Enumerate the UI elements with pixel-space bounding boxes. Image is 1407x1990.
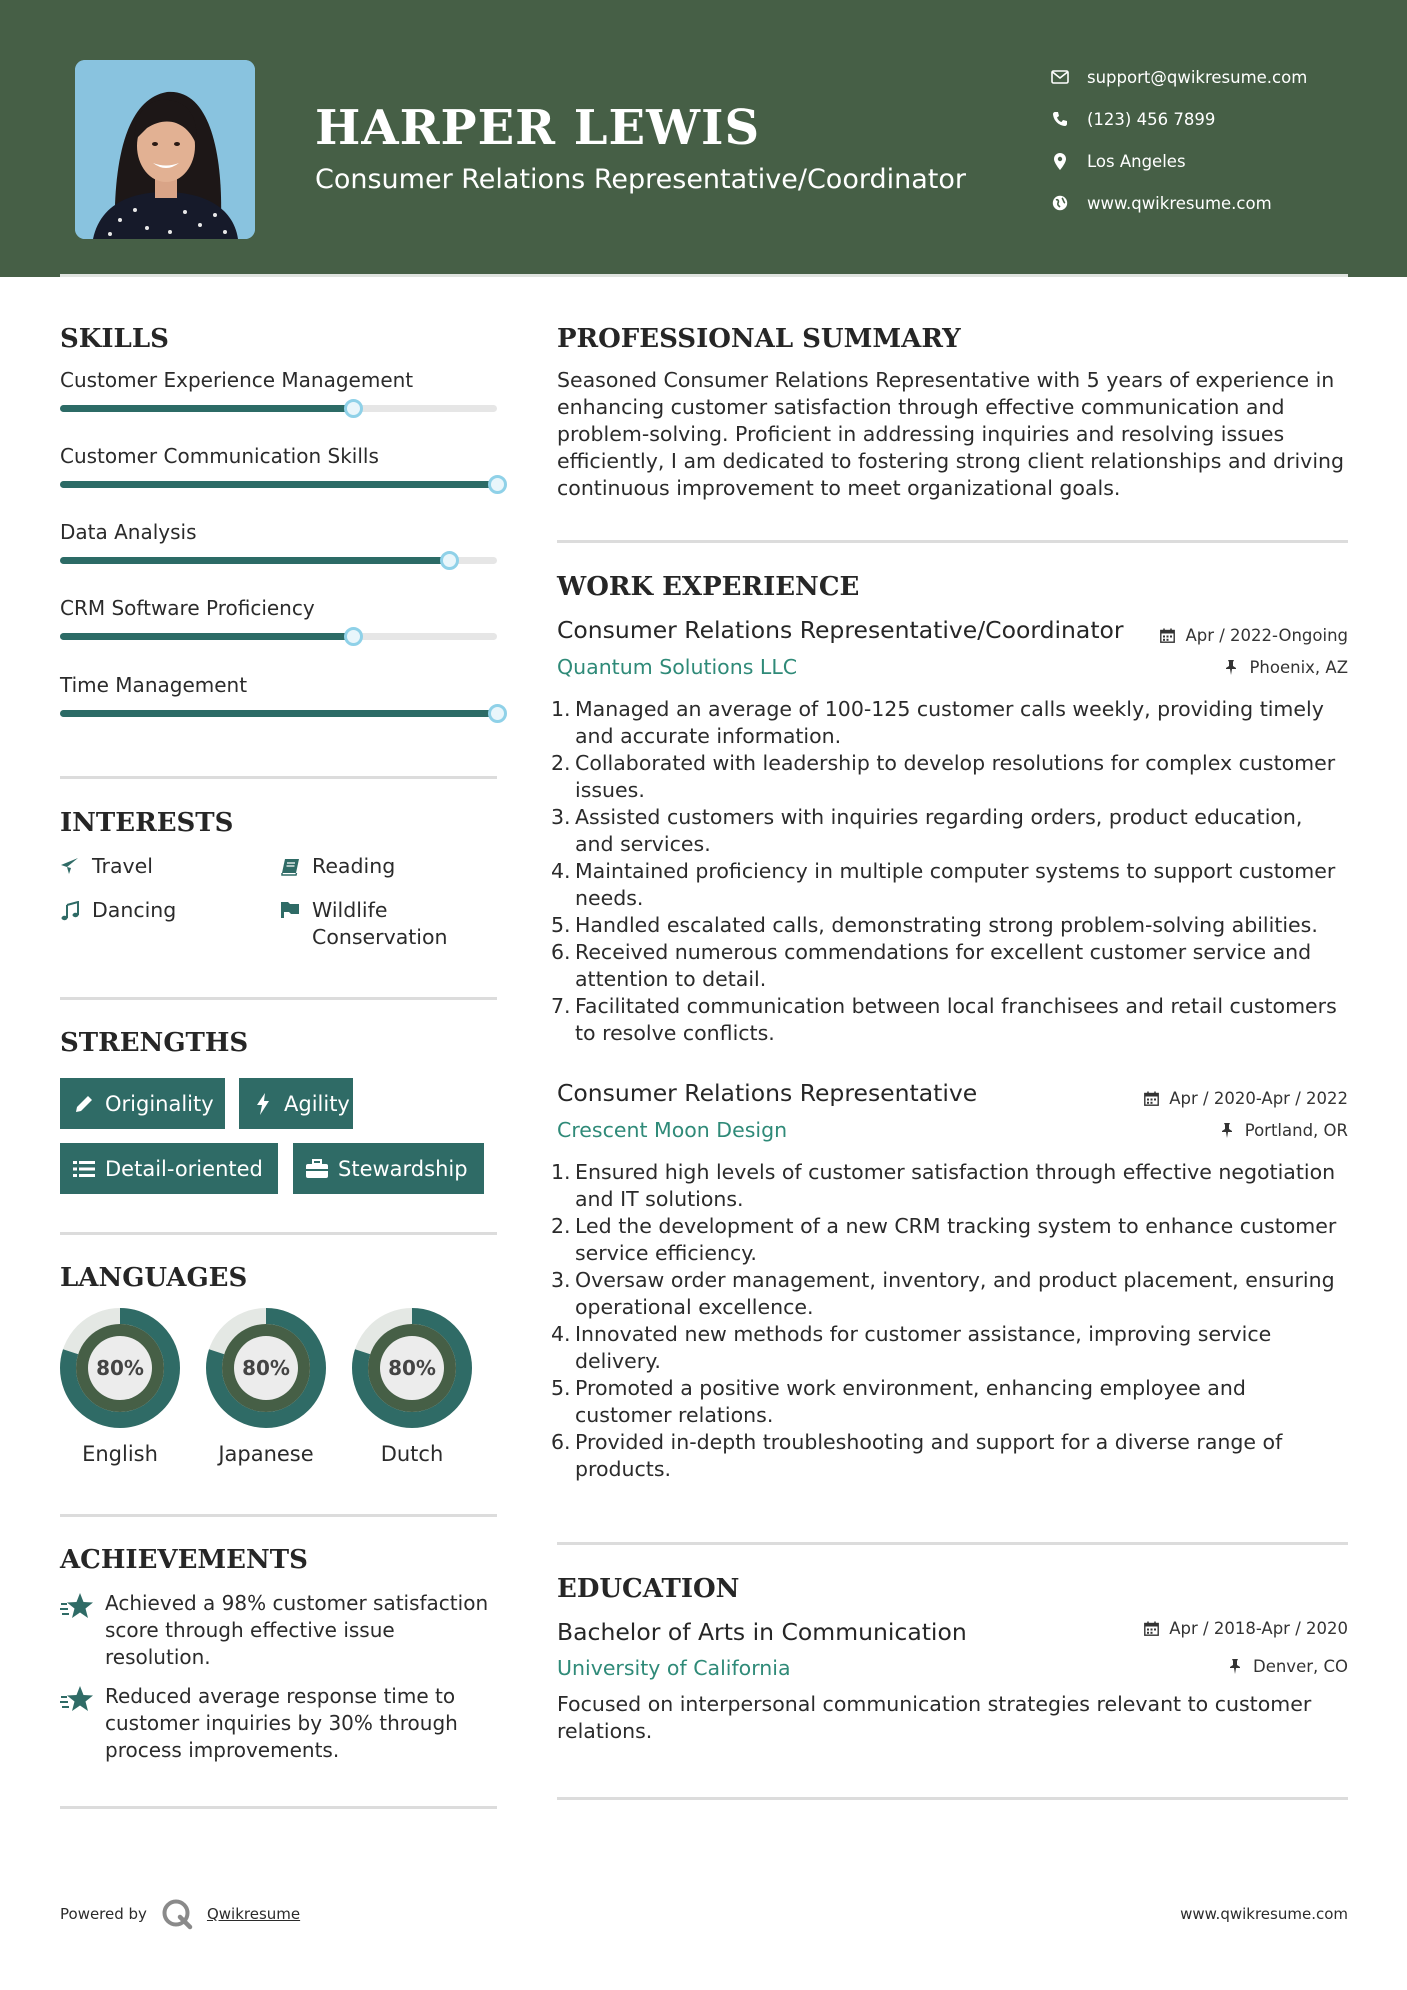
language-percent: 80% (242, 1356, 290, 1380)
job-location-text: Phoenix, AZ (1249, 658, 1348, 677)
footer-website-link[interactable]: www.qwikresume.com (1180, 1905, 1348, 1923)
pin-icon (1223, 660, 1239, 676)
qwikresume-logo-icon (161, 1898, 193, 1930)
skill-label: Customer Experience Management (60, 368, 414, 392)
job-bullet: 3. Assisted customers with inquiries regarding orders, product education, and services. (551, 805, 1303, 856)
job-company: Quantum Solutions LLC (557, 655, 798, 679)
job-dates-text: Apr / 2022-Ongoing (1185, 626, 1348, 645)
job-bullet: 2. Led the development of a new CRM tracking system to enhance customer service efficiency. (551, 1214, 1337, 1265)
header-divider (60, 274, 1348, 277)
languages-heading: LANGUAGES (60, 1263, 248, 1293)
language-name: Dutch (380, 1442, 444, 1466)
language-name: English (82, 1442, 158, 1466)
interest-label: Travel (92, 854, 153, 878)
education-location-text: Denver, CO (1252, 1657, 1348, 1676)
job-dates-text: Apr / 2020-Apr / 2022 (1169, 1089, 1348, 1108)
globe-icon (1050, 193, 1070, 213)
strength-tag (239, 1078, 353, 1129)
job-bullet: 4. Innovated new methods for customer assistance, improving service delivery. (551, 1322, 1272, 1373)
education-dates (1143, 1619, 1348, 1638)
skill-bar (60, 481, 497, 488)
skill-bar (60, 557, 497, 564)
job-bullet: 4. Maintained proficiency in multiple computer systems to support customer needs. (551, 859, 1336, 910)
plane-icon (60, 853, 84, 880)
education-location (1227, 1657, 1348, 1676)
bolt-icon (250, 1091, 276, 1117)
job-position: Consumer Relations Representative/Coordinator (557, 616, 1124, 644)
contact-phone-text: (123) 456 7899 (1087, 109, 1216, 129)
experience-heading: WORK EXPERIENCE (557, 572, 860, 602)
job-location (1223, 658, 1348, 677)
strength-label: Stewardship (338, 1156, 468, 1181)
skills-heading: SKILLS (60, 324, 169, 354)
skill-bar (60, 710, 497, 717)
job-bullet: 1. Managed an average of 100-125 customer calls weekly, providing timely and accurate information. (551, 697, 1324, 748)
skill-bar-knob (488, 475, 507, 494)
section-divider (60, 997, 497, 1000)
skill-item (60, 368, 500, 392)
achievement-text: Achieved a 98% customer satisfaction score through effective issue resolution. (105, 1591, 489, 1669)
skill-bar-knob (440, 551, 459, 570)
language-donut (58, 1306, 182, 1430)
contact-location-text: Los Angeles (1087, 151, 1186, 171)
language-item (204, 1306, 328, 1466)
skill-bar-knob (488, 704, 507, 723)
education-description: Focused on interpersonal communication strategies relevant to customer relations. (557, 1692, 1312, 1743)
summary-text: Seasoned Consumer Relations Representative with 5 years of experience in enhancing customer satisfaction through effective communication and problem-solving. Proficient in addressing inquiries and resolving issues efficiently, I am dedicated to fostering strong client relationships and driving continuous improvement to meet organizational goals. (557, 368, 1345, 500)
job-bullet: 6. Provided in-depth troubleshooting and support for a diverse range of products. (551, 1430, 1283, 1481)
strength-label: Originality (105, 1091, 214, 1116)
job-bullet: 2. Collaborated with leadership to develop resolutions for complex customer issues. (551, 751, 1336, 802)
job-dates (1143, 1089, 1348, 1108)
job-location (1219, 1121, 1348, 1140)
education-dates-text: Apr / 2018-Apr / 2020 (1169, 1619, 1348, 1638)
skill-bar-knob (344, 399, 363, 418)
contact-location (1050, 140, 1380, 182)
language-percent: 80% (96, 1356, 144, 1380)
pencil-icon (71, 1091, 97, 1117)
language-donut (350, 1306, 474, 1430)
interests-heading: INTERESTS (60, 808, 234, 838)
interest-item (60, 897, 176, 924)
skill-bar-fill (60, 405, 353, 412)
strength-label: Detail-oriented (105, 1156, 263, 1181)
interest-label: Dancing (92, 898, 177, 922)
section-divider (60, 1232, 497, 1235)
footer-powered-by (60, 1898, 300, 1930)
job-bullet: 5. Handled escalated calls, demonstrating strong problem-solving abilities. (551, 913, 1318, 937)
powered-by-text: Powered by (60, 1905, 147, 1923)
language-item (58, 1306, 182, 1466)
skill-label: CRM Software Proficiency (60, 596, 315, 620)
calendar-icon (1143, 1091, 1159, 1107)
skill-item (60, 673, 500, 697)
envelope-icon (1050, 67, 1070, 87)
achievement-text: Reduced average response time to customer inquiries by 30% through process improvements. (105, 1684, 458, 1762)
education-degree: Bachelor of Arts in Communication (557, 1618, 967, 1646)
map-marker-icon (1050, 151, 1070, 171)
pin-icon (1219, 1123, 1235, 1139)
section-divider (557, 1542, 1348, 1545)
job-bullets (551, 1159, 1341, 1483)
skill-bar-knob (344, 627, 363, 646)
candidate-name: HARPER LEWIS (315, 100, 761, 156)
language-percent: 80% (388, 1356, 436, 1380)
job-location-text: Portland, OR (1244, 1121, 1348, 1140)
calendar-icon (1159, 628, 1175, 644)
star-icon (60, 1592, 94, 1622)
skill-item (60, 444, 500, 468)
interest-item (280, 897, 480, 951)
job-company: Crescent Moon Design (557, 1118, 788, 1142)
education-heading: EDUCATION (557, 1574, 740, 1604)
strength-label: Agility (284, 1091, 350, 1116)
job-bullets (551, 696, 1341, 1047)
skill-bar (60, 405, 497, 412)
flag-icon (280, 897, 304, 924)
interest-item (60, 853, 153, 880)
skill-bar (60, 633, 497, 640)
contact-list (1050, 56, 1380, 224)
interest-label: Wildlife Conservation (312, 898, 448, 949)
skill-bar-fill (60, 481, 497, 488)
job-dates (1159, 626, 1348, 645)
strength-tag (293, 1143, 484, 1194)
star-icon (60, 1685, 94, 1715)
language-donut (204, 1306, 328, 1430)
skill-bar-fill (60, 710, 497, 717)
contact-email-text: support@qwikresume.com (1087, 67, 1308, 87)
job-bullet: 7. Facilitated communication between local franchisees and retail customers to resolve conflicts. (551, 994, 1337, 1045)
language-item (350, 1306, 474, 1466)
job-bullet: 5. Promoted a positive work environment, enhancing employee and customer relations. (551, 1376, 1246, 1427)
phone-icon (1050, 109, 1070, 129)
contact-email[interactable] (1050, 56, 1380, 98)
book-icon (280, 853, 304, 880)
section-divider (60, 776, 497, 779)
profile-photo (75, 60, 255, 239)
contact-website[interactable] (1050, 182, 1380, 224)
music-icon (60, 897, 84, 924)
strength-tag (60, 1078, 225, 1129)
contact-phone[interactable] (1050, 98, 1380, 140)
candidate-title: Consumer Relations Representative/Coordinator (315, 164, 966, 195)
achievements-heading: ACHIEVEMENTS (60, 1545, 308, 1575)
language-name: Japanese (218, 1442, 314, 1466)
skill-bar-fill (60, 557, 449, 564)
skill-label: Customer Communication Skills (60, 444, 379, 468)
section-divider (557, 540, 1348, 543)
interest-item (280, 853, 395, 880)
contact-website-text: www.qwikresume.com (1087, 193, 1272, 213)
interest-label: Reading (312, 854, 396, 878)
skill-label: Data Analysis (60, 520, 197, 544)
strength-tag (60, 1143, 278, 1194)
education-school: University of California (557, 1656, 791, 1680)
pin-icon (1227, 1659, 1243, 1675)
skill-item (60, 520, 500, 544)
list-icon (71, 1156, 97, 1182)
strengths-heading: STRENGTHS (60, 1028, 249, 1058)
skill-bar-fill (60, 633, 353, 640)
qwikresume-link[interactable]: Qwikresume (206, 1905, 301, 1923)
job-bullet: 6. Received numerous commendations for excellent customer service and attention to detail. (551, 940, 1312, 991)
summary-heading: PROFESSIONAL SUMMARY (557, 324, 961, 354)
briefcase-icon (304, 1156, 330, 1182)
job-bullet: 1. Ensured high levels of customer satisfaction through effective negotiation and IT solutions. (551, 1160, 1336, 1211)
skill-label: Time Management (60, 673, 248, 697)
resume-header (0, 0, 1407, 277)
job-position: Consumer Relations Representative (557, 1079, 978, 1107)
section-divider (60, 1514, 497, 1517)
section-divider (60, 1806, 497, 1809)
calendar-icon (1143, 1621, 1159, 1637)
section-divider (557, 1797, 1348, 1800)
skill-item (60, 596, 500, 620)
job-bullet: 3. Oversaw order management, inventory, and product placement, ensuring operational excellence. (551, 1268, 1335, 1319)
